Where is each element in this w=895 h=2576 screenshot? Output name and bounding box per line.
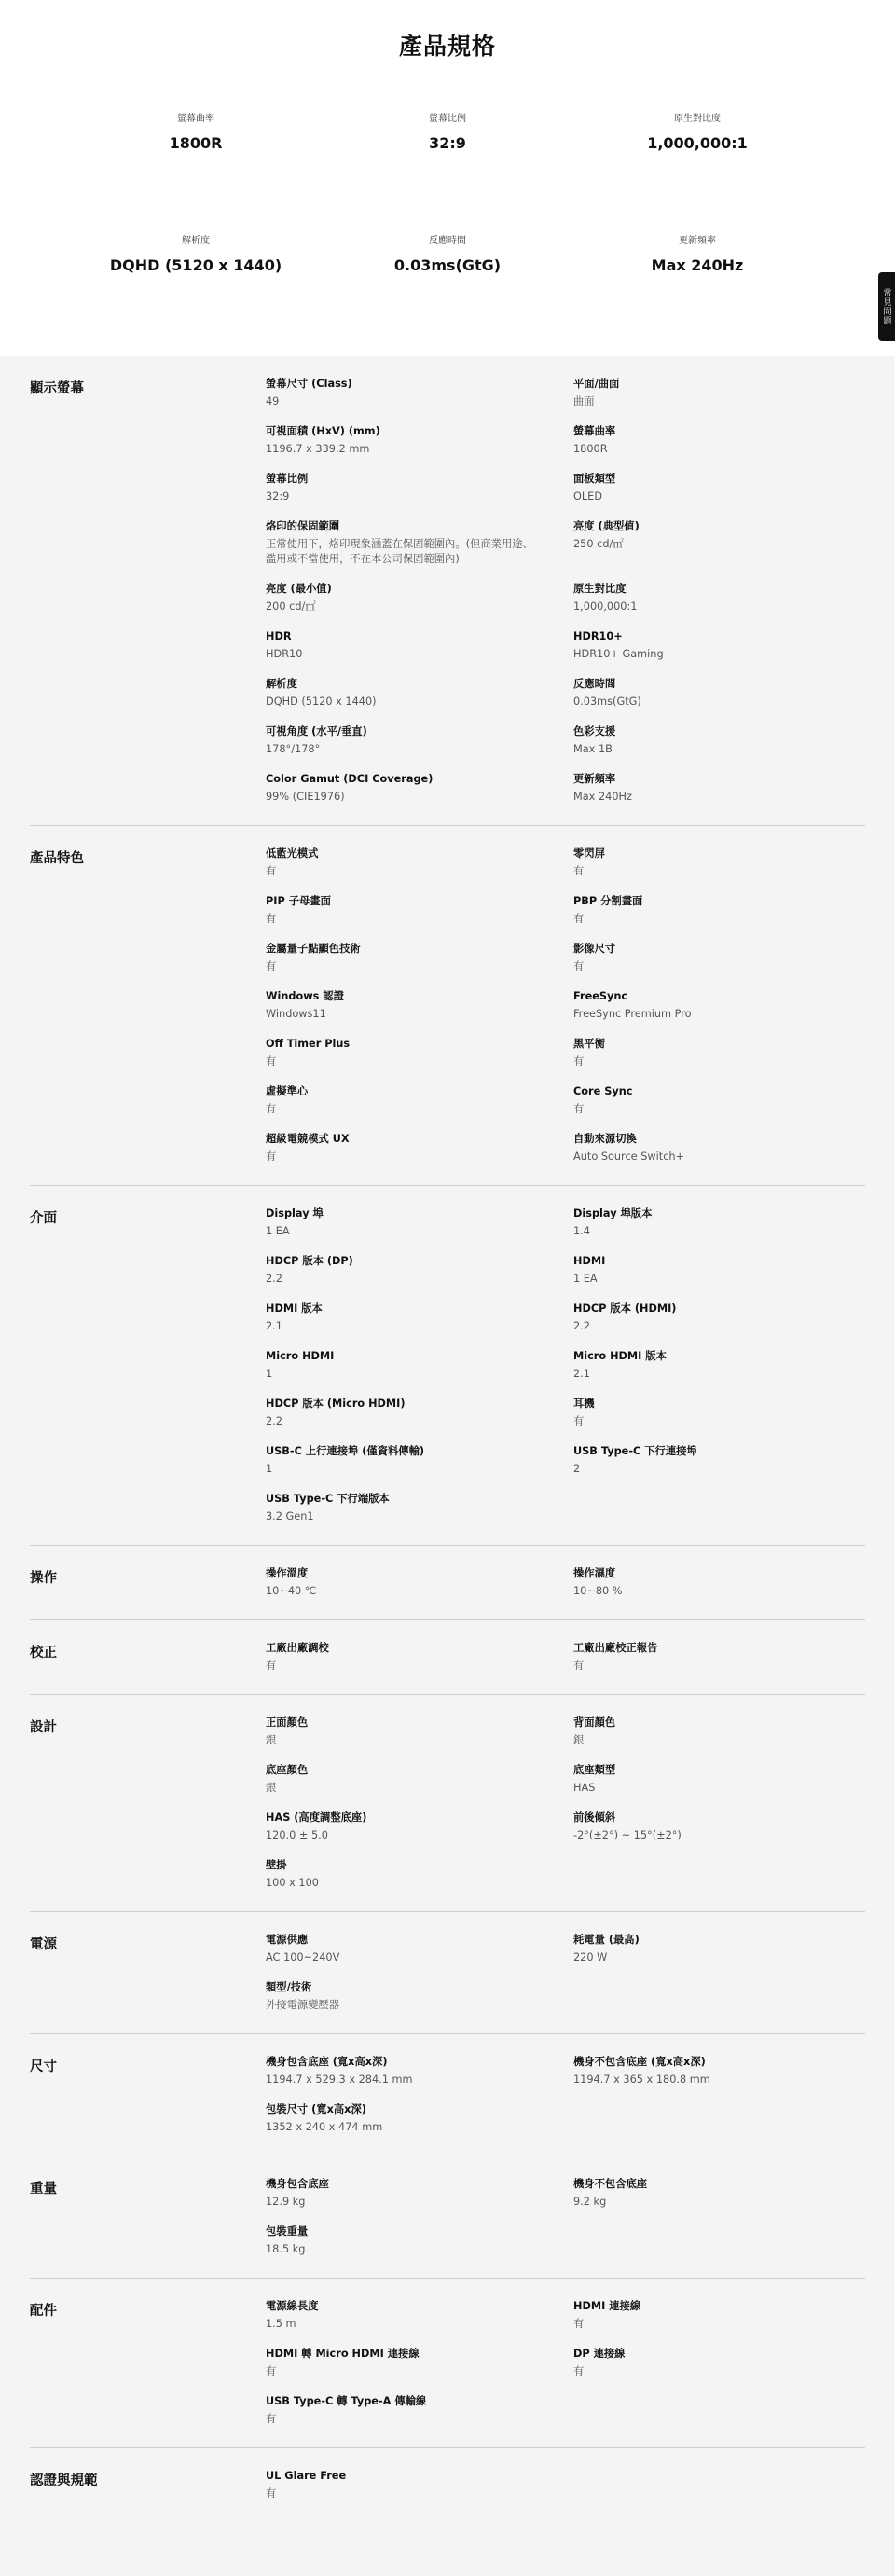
spec-item	[573, 1037, 865, 1069]
spec-value: 正常使用下，烙印現象涵蓋在保固範圍內。(但商業用途、濫用或不當使用，不在本公司保固範圍內)	[266, 538, 533, 565]
spec-value: 1 EA	[573, 1273, 598, 1285]
spec-item	[573, 1763, 865, 1796]
highlight-refresh-rate	[576, 232, 819, 274]
spec-item	[266, 1302, 573, 1334]
spec-section	[30, 2448, 865, 2522]
spec-value: 250 cd/㎡	[573, 538, 624, 550]
spec-item	[573, 2055, 865, 2087]
spec-items	[266, 2469, 865, 2501]
spec-value: 2.1	[266, 1320, 282, 1332]
spec-value: HAS	[573, 1782, 596, 1794]
spec-items	[266, 1641, 865, 1674]
spec-value: 2.1	[573, 1368, 590, 1380]
spec-label: Micro HDMI	[266, 1350, 335, 1362]
spec-item	[573, 724, 865, 757]
highlight-value: 0.03ms(GtG)	[393, 256, 502, 274]
spec-value: 有	[573, 865, 585, 877]
spec-item	[266, 1444, 573, 1477]
spec-label: PBP 分割畫面	[573, 895, 643, 907]
page-title: 產品規格	[398, 33, 496, 60]
spec-label: 虛擬準心	[266, 1085, 309, 1097]
spec-item	[266, 1206, 573, 1239]
spec-label: UL Glare Free	[266, 2470, 347, 2482]
spec-items	[266, 1933, 865, 2013]
spec-section	[30, 2034, 865, 2156]
spec-value: Windows11	[266, 1008, 326, 1020]
spec-item	[266, 1763, 573, 1796]
spec-item	[573, 1206, 865, 1239]
spec-item	[266, 2055, 573, 2087]
spec-label: 影像尺寸	[573, 943, 616, 955]
spec-value: 有	[573, 913, 585, 925]
spec-label: 壁掛	[266, 1859, 287, 1871]
spec-value: OLED	[573, 490, 603, 503]
spec-section	[30, 2156, 865, 2279]
spec-value: 銀	[573, 1734, 585, 1746]
spec-label: 類型/技術	[266, 1981, 312, 1993]
spec-item	[266, 942, 573, 974]
spec-label: PIP 子母畫面	[266, 895, 331, 907]
spec-label: 螢幕尺寸 (Class)	[266, 378, 352, 390]
spec-item	[266, 2299, 573, 2332]
spec-label: USB Type-C 轉 Type-A 傳輸線	[266, 2395, 427, 2407]
spec-label: DP 連接線	[573, 2348, 626, 2360]
spec-label: HDMI 連接線	[573, 2300, 641, 2312]
spec-item	[266, 847, 573, 879]
spec-label: Micro HDMI 版本	[573, 1350, 667, 1362]
spec-item	[266, 377, 573, 409]
spec-value: 12.9 kg	[266, 2196, 306, 2208]
spec-items	[266, 847, 865, 1164]
spec-value: 49	[266, 395, 280, 407]
spec-label: 機身包含底座 (寬x高x深)	[266, 2056, 388, 2068]
spec-label: 包裝尺寸 (寬x高x深)	[266, 2103, 366, 2115]
section-title: 產品特色	[30, 851, 84, 866]
spec-items	[266, 377, 865, 805]
spec-item	[266, 1715, 573, 1748]
spec-label: USB Type-C 下行端版本	[266, 1493, 390, 1505]
spec-item	[266, 582, 573, 614]
spec-label: 原生對比度	[573, 583, 626, 595]
spec-item	[573, 2177, 865, 2210]
spec-label: 亮度 (典型值)	[573, 520, 640, 532]
spec-value: 2.2	[573, 1320, 590, 1332]
spec-label: HDMI	[573, 1255, 606, 1267]
spec-value: 有	[573, 960, 585, 972]
spec-highlights	[0, 0, 895, 356]
spec-value: AC 100~240V	[266, 1951, 340, 1963]
spec-item	[573, 2299, 865, 2332]
spec-value: 有	[573, 1103, 585, 1115]
section-title: 認證與規範	[30, 2473, 98, 2488]
spec-items	[266, 2055, 865, 2135]
spec-value: 100 x 100	[266, 1877, 319, 1889]
spec-item	[266, 1037, 573, 1069]
spec-item	[573, 377, 865, 409]
spec-item	[266, 2469, 573, 2501]
spec-label: 可視面積 (HxV) (mm)	[266, 425, 380, 437]
spec-label: 耳機	[573, 1398, 595, 1410]
spec-value: 0.03ms(GtG)	[573, 696, 641, 708]
spec-label: 工廠出廠調校	[266, 1642, 329, 1654]
spec-items	[266, 2177, 865, 2257]
spec-section	[30, 1546, 865, 1620]
spec-value: HDR10+ Gaming	[573, 648, 664, 660]
spec-value: 外接電源變壓器	[266, 1999, 340, 2011]
spec-item	[266, 1933, 573, 1965]
spec-value: 有	[573, 2365, 585, 2377]
spec-table	[0, 356, 895, 2576]
spec-item	[266, 1349, 573, 1382]
spec-value: 有	[266, 913, 277, 925]
spec-item	[266, 424, 573, 457]
spec-label: 螢幕曲率	[573, 425, 616, 437]
section-title: 顯示螢幕	[30, 381, 84, 396]
spec-label: 機身不包含底座	[573, 2178, 648, 2190]
highlight-label: 解析度	[182, 236, 210, 246]
spec-section	[30, 1186, 865, 1546]
spec-label: HDMI 版本	[266, 1302, 323, 1315]
spec-value: 有	[266, 2365, 277, 2377]
spec-label: 操作濕度	[573, 1567, 616, 1579]
spec-label: 螢幕比例	[266, 473, 309, 485]
highlight-response-time	[326, 232, 569, 274]
spec-label: 機身包含底座	[266, 2178, 329, 2190]
spec-label: 平面/曲面	[573, 378, 620, 390]
spec-label: 電源供應	[266, 1934, 309, 1946]
spec-item	[573, 942, 865, 974]
highlight-label: 螢幕曲率	[177, 114, 214, 124]
spec-label: Off Timer Plus	[266, 1038, 351, 1050]
spec-label: 操作溫度	[266, 1567, 309, 1579]
spec-value: 有	[266, 865, 277, 877]
spec-item	[573, 1302, 865, 1334]
spec-value: 有	[573, 1055, 585, 1068]
highlight-label: 反應時間	[429, 236, 466, 246]
spec-label: Windows 認證	[266, 990, 344, 1002]
spec-item	[573, 2347, 865, 2379]
spec-value: 有	[573, 2318, 585, 2330]
spec-label: 烙印的保固範圍	[266, 520, 340, 532]
spec-item	[573, 847, 865, 879]
spec-value: 1	[266, 1463, 273, 1475]
section-title: 重量	[30, 2182, 57, 2197]
highlight-value: Max 240Hz	[651, 256, 744, 274]
spec-value: 10~80 %	[573, 1585, 623, 1597]
highlight-label: 更新頻率	[679, 236, 716, 246]
section-title: 電源	[30, 1937, 57, 1952]
spec-value: 有	[573, 1415, 585, 1427]
spec-value: 2	[573, 1463, 581, 1475]
spec-label: 工廠出廠校正報告	[573, 1642, 658, 1654]
spec-section	[30, 826, 865, 1186]
spec-value: 銀	[266, 1782, 277, 1794]
spec-label: 正面顏色	[266, 1716, 309, 1729]
spec-section	[30, 1695, 865, 1912]
spec-label: 亮度 (最小值)	[266, 583, 332, 595]
spec-value: 有	[266, 1103, 277, 1115]
spec-item	[266, 629, 573, 662]
spec-item	[573, 1641, 865, 1674]
section-title: 校正	[30, 1646, 57, 1660]
spec-label: HDCP 版本 (HDMI)	[573, 1302, 677, 1315]
spec-label: Core Sync	[573, 1085, 633, 1097]
highlight-value: DQHD (5120 x 1440)	[109, 256, 282, 274]
spec-value: 9.2 kg	[573, 2196, 607, 2208]
spec-label: 背面顏色	[573, 1716, 616, 1729]
spec-item	[266, 1980, 573, 2013]
spec-label: 自動來源切換	[573, 1133, 637, 1145]
spec-item	[573, 1349, 865, 1382]
spec-value: FreeSync Premium Pro	[573, 1008, 692, 1020]
spec-label: HDMI 轉 Micro HDMI 連接線	[266, 2348, 420, 2360]
spec-item	[573, 582, 865, 614]
spec-label: 金屬量子點顯色技術	[266, 943, 361, 955]
spec-items	[266, 2299, 865, 2427]
spec-label: 色彩支援	[573, 725, 616, 737]
spec-label: Display 埠版本	[573, 1207, 653, 1219]
section-title: 介面	[30, 1211, 57, 1226]
spec-item	[266, 472, 573, 504]
spec-label: Color Gamut (DCI Coverage)	[266, 773, 434, 785]
spec-item	[266, 989, 573, 1022]
spec-section	[30, 1912, 865, 2034]
spec-value: 有	[266, 2487, 277, 2500]
spec-label: Display 埠	[266, 1207, 324, 1219]
spec-value: 120.0 ± 5.0	[266, 1829, 328, 1841]
spec-label: 解析度	[266, 678, 297, 690]
spec-value: -2°(±2°) ~ 15°(±2°)	[573, 1829, 682, 1841]
spec-item	[266, 894, 573, 927]
spec-item	[573, 1933, 865, 1965]
spec-item	[266, 1811, 573, 1843]
highlight-resolution	[75, 232, 317, 274]
spec-item	[573, 519, 865, 567]
spec-item	[573, 1811, 865, 1843]
spec-value: 銀	[266, 1734, 277, 1746]
faq-side-tab[interactable]: 常見問題	[878, 272, 895, 341]
spec-items	[266, 1715, 865, 1891]
section-title: 配件	[30, 2304, 57, 2319]
spec-section	[30, 1620, 865, 1695]
spec-label: 機身不包含底座 (寬x高x深)	[573, 2056, 706, 2068]
spec-section	[30, 356, 865, 826]
spec-value: 3.2 Gen1	[266, 1510, 314, 1522]
highlight-value: 32:9	[429, 134, 466, 152]
highlight-label: 原生對比度	[674, 114, 721, 124]
spec-label: FreeSync	[573, 990, 628, 1002]
spec-label: 電源線長度	[266, 2300, 319, 2312]
spec-label: 零閃屏	[573, 847, 605, 860]
spec-value: 18.5 kg	[266, 2243, 306, 2255]
highlight-curvature	[75, 110, 317, 152]
spec-item	[266, 677, 573, 709]
spec-value: 32:9	[266, 490, 290, 503]
spec-label: 反應時間	[573, 678, 616, 690]
spec-value: 1196.7 x 339.2 mm	[266, 443, 370, 455]
spec-item	[266, 1641, 573, 1674]
spec-label: 底座顏色	[266, 1764, 309, 1776]
highlight-aspect-ratio	[326, 110, 569, 152]
spec-value: 1.4	[573, 1225, 590, 1237]
section-title: 尺寸	[30, 2059, 57, 2074]
spec-item	[266, 1254, 573, 1287]
highlight-label: 螢幕比例	[429, 114, 466, 124]
spec-label: HDCP 版本 (DP)	[266, 1255, 353, 1267]
spec-label: 前後傾斜	[573, 1811, 616, 1824]
spec-item	[266, 1858, 573, 1891]
spec-label: USB Type-C 下行連接埠	[573, 1445, 697, 1457]
spec-item	[266, 2177, 573, 2210]
spec-value: 曲面	[573, 395, 595, 407]
spec-value: 220 W	[573, 1951, 608, 1963]
spec-value: 1352 x 240 x 474 mm	[266, 2121, 383, 2133]
spec-value: 有	[266, 1150, 277, 1163]
spec-value: HDR10	[266, 648, 303, 660]
spec-item	[266, 2102, 573, 2135]
spec-value: Auto Source Switch+	[573, 1150, 685, 1163]
spec-item	[573, 989, 865, 1022]
section-title: 操作	[30, 1571, 57, 1586]
spec-label: 更新頻率	[573, 773, 616, 785]
spec-item	[266, 1084, 573, 1117]
spec-item	[573, 472, 865, 504]
spec-value: 有	[266, 960, 277, 972]
spec-items	[266, 1206, 865, 1524]
spec-label: USB-C 上行連接埠 (僅資料傳輸)	[266, 1445, 425, 1457]
spec-section	[30, 2279, 865, 2448]
highlight-value: 1,000,000:1	[647, 134, 748, 152]
spec-value: 有	[573, 1660, 585, 1672]
spec-label: 包裝重量	[266, 2225, 309, 2238]
spec-item	[266, 1397, 573, 1429]
highlight-value: 1800R	[169, 134, 223, 152]
spec-value: 1,000,000:1	[573, 600, 638, 613]
spec-label: HAS (高度調整底座)	[266, 1811, 367, 1824]
spec-item	[266, 1566, 573, 1599]
spec-item	[266, 2347, 573, 2379]
spec-value: 1194.7 x 529.3 x 284.1 mm	[266, 2073, 413, 2086]
spec-item	[573, 772, 865, 805]
spec-label: 耗電量 (最高)	[573, 1934, 640, 1946]
highlight-contrast	[576, 110, 819, 152]
spec-value: 99% (CIE1976)	[266, 791, 345, 803]
spec-value: 有	[266, 1055, 277, 1068]
spec-item	[573, 1444, 865, 1477]
spec-items	[266, 1566, 865, 1599]
spec-value: Max 1B	[573, 743, 613, 755]
spec-item	[573, 1254, 865, 1287]
spec-item	[266, 1132, 573, 1164]
spec-item	[266, 2225, 573, 2257]
spec-label: HDR10+	[573, 630, 623, 642]
spec-item	[573, 1397, 865, 1429]
spec-label: 面板類型	[573, 473, 616, 485]
spec-label: 超級電競模式 UX	[266, 1133, 350, 1145]
spec-value: DQHD (5120 x 1440)	[266, 696, 377, 708]
spec-label: 可視角度 (水平/垂直)	[266, 725, 367, 737]
spec-item	[266, 724, 573, 757]
spec-label: 低藍光模式	[266, 847, 319, 860]
spec-label: 黑平衡	[573, 1038, 605, 1050]
spec-label: HDR	[266, 630, 292, 642]
spec-value: 有	[266, 1660, 277, 1672]
spec-value: 1.5 m	[266, 2318, 296, 2330]
spec-item	[266, 2394, 573, 2427]
section-title: 設計	[30, 1720, 57, 1735]
spec-item	[573, 629, 865, 662]
spec-item	[266, 772, 573, 805]
spec-item	[266, 1492, 573, 1524]
spec-item	[573, 1715, 865, 1748]
spec-item	[573, 1566, 865, 1599]
spec-value: 1194.7 x 365 x 180.8 mm	[573, 2073, 710, 2086]
spec-label: 底座類型	[573, 1764, 616, 1776]
spec-value: 2.2	[266, 1273, 282, 1285]
spec-value: 1	[266, 1368, 273, 1380]
spec-item	[573, 424, 865, 457]
spec-item	[266, 519, 573, 567]
spec-value: 有	[266, 2413, 277, 2425]
spec-value: Max 240Hz	[573, 791, 632, 803]
spec-value: 1 EA	[266, 1225, 290, 1237]
spec-value: 1800R	[573, 443, 608, 455]
spec-label: HDCP 版本 (Micro HDMI)	[266, 1398, 406, 1410]
spec-value: 2.2	[266, 1415, 282, 1427]
spec-value: 10~40 ℃	[266, 1585, 317, 1597]
spec-item	[573, 1132, 865, 1164]
spec-item	[573, 1084, 865, 1117]
spec-item	[573, 894, 865, 927]
spec-item	[573, 677, 865, 709]
spec-value: 200 cd/㎡	[266, 600, 316, 613]
spec-value: 178°/178°	[266, 743, 321, 755]
